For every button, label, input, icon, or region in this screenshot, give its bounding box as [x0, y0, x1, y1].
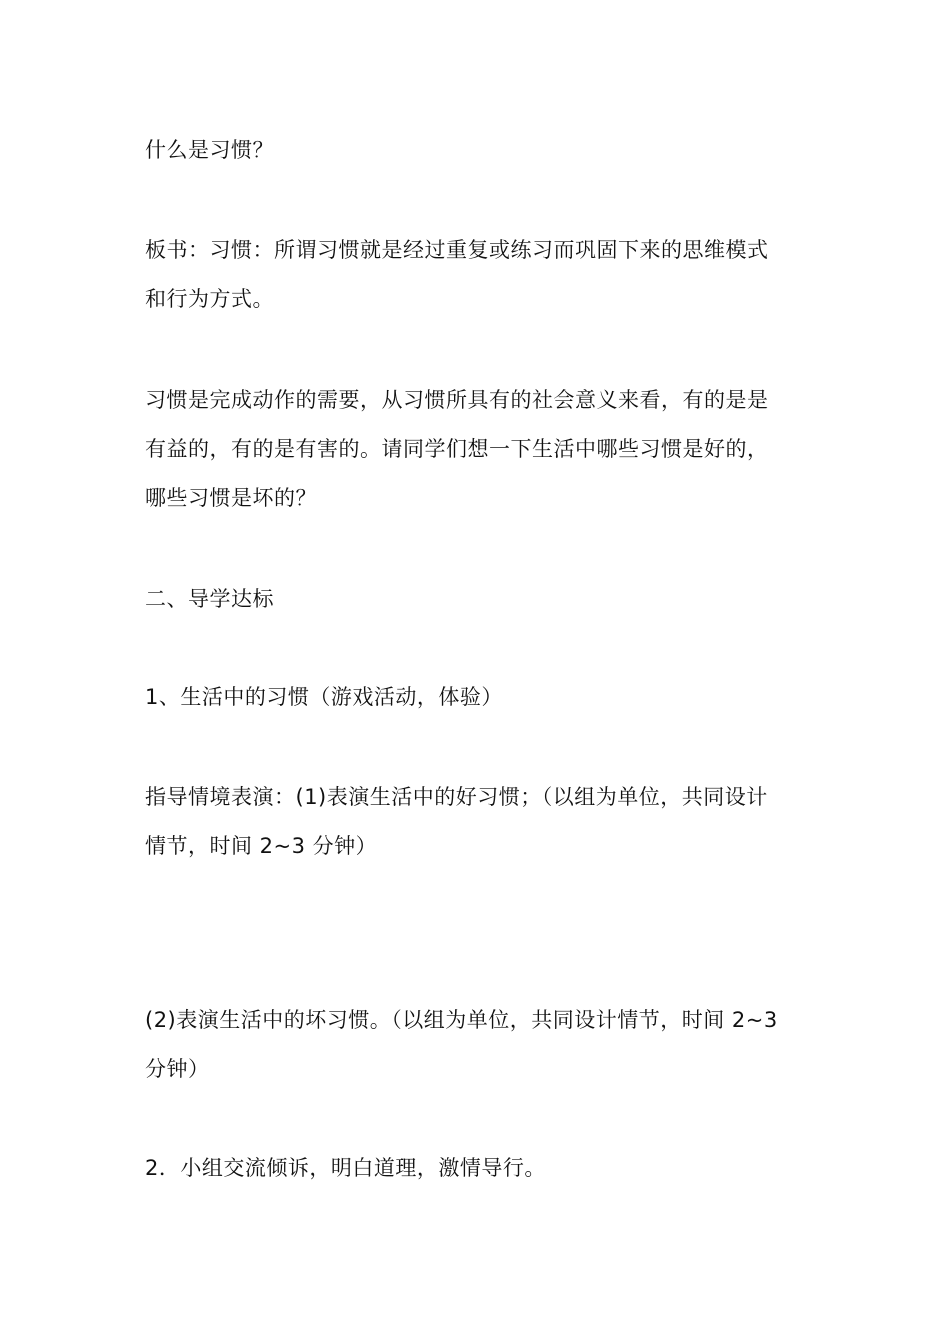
- text-line: 情节，时间 2~3 分钟）: [145, 834, 378, 858]
- text-line: 习惯是完成动作的需要，从习惯所具有的社会意义来看，有的是是: [145, 388, 769, 412]
- text-line: 2．小组交流倾诉，明白道理，激情导行。: [145, 1156, 546, 1180]
- subsection-heading: [145, 673, 810, 722]
- text-line: 指导情境表演：(1)表演生活中的好习惯；（以组为单位，共同设计: [145, 785, 768, 809]
- group-discussion-paragraph: [145, 1144, 810, 1193]
- habit-explanation-paragraph: [145, 376, 810, 523]
- text-line: 1、生活中的习惯（游戏活动，体验）: [145, 685, 503, 709]
- text-line: 什么是习惯？: [145, 138, 274, 162]
- blackboard-definition-paragraph: [145, 226, 810, 324]
- text-line: 哪些习惯是坏的？: [145, 486, 317, 510]
- text-line: 有益的，有的是有害的。请同学们想一下生活中哪些习惯是好的，: [145, 437, 769, 461]
- text-line: 二、导学达标: [145, 587, 274, 611]
- text-line: 和行为方式。: [145, 287, 274, 311]
- text-line: 分钟）: [145, 1057, 210, 1081]
- roleplay-bad-habits-paragraph: [145, 996, 810, 1094]
- section-heading: [145, 575, 810, 624]
- text-line: 板书：习惯：所谓习惯就是经过重复或练习而巩固下来的思维模式: [145, 238, 769, 262]
- question-paragraph: [145, 126, 810, 175]
- text-line: (2)表演生活中的坏习惯。（以组为单位，共同设计情节，时间 2~3: [145, 1008, 778, 1032]
- roleplay-good-habits-paragraph: [145, 773, 810, 871]
